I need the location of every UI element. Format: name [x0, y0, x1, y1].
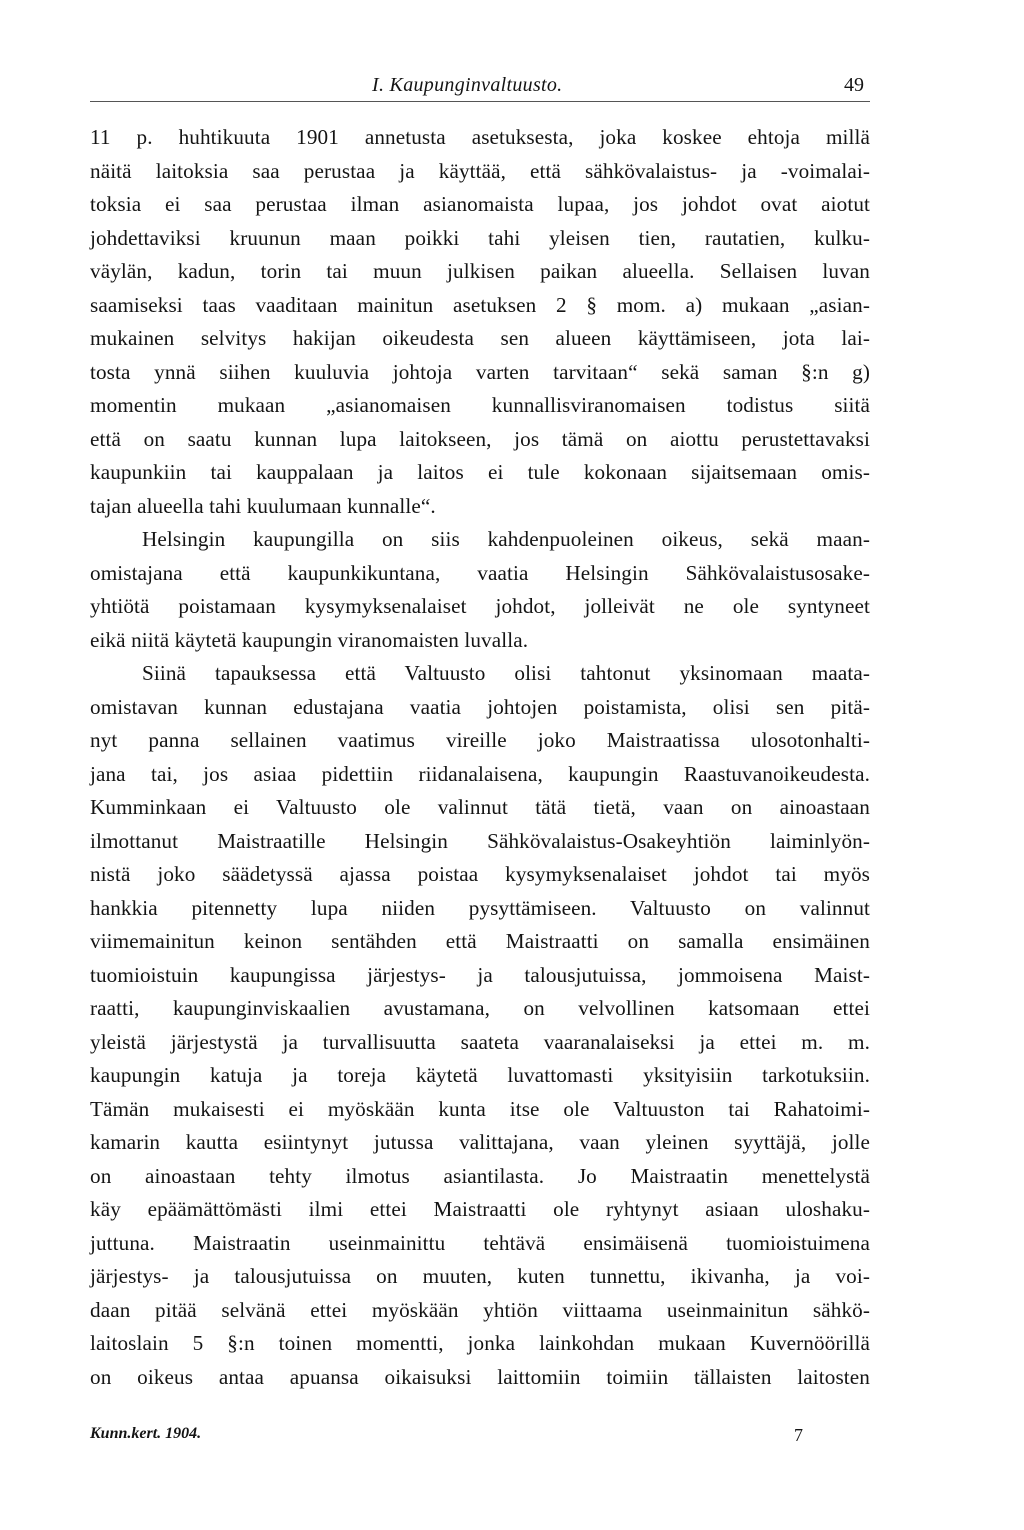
sheet-number: 7 — [794, 1425, 803, 1445]
page-footer — [90, 1425, 870, 1449]
signature-mark: Kunn.kert. 1904. — [90, 1425, 202, 1442]
text-line: tosta ynnä siihen kuuluvia johtoja varten tarvitaan“ sekä saman §:n g) — [90, 359, 870, 384]
text-line: väylän, kadun, torin tai muun julkisen paikan alueella. Sellaisen luvan — [90, 259, 870, 283]
text-line: Siinä tapauksessa että Valtuusto olisi tahtonut yksinomaan maata- — [142, 661, 870, 685]
paragraph-1 — [90, 121, 870, 523]
text-line: käy epäämättömästi ilmi ettei Maistraatti ole ryhtynyt asiaan uloshaku- — [90, 1197, 870, 1221]
text-line: järjestys- ja talousjutuissa on muuten, kuten tunnettu, ikivanha, ja voi- — [90, 1264, 870, 1288]
text-line: daan pitää selvänä ettei myöskään yhtiön viittaama useinmainitun sähkö- — [90, 1297, 870, 1322]
text-line: 11 p. huhtikuuta 1901 annetusta asetuksesta, joka koskee ehtoja millä — [90, 125, 870, 149]
text-line: Helsingin kaupungilla on siis kahdenpuoleinen oikeus, sekä maan- — [142, 527, 870, 551]
text-line: että on saatu kunnan lupa laitokseen, jos tämä on aiottu perustettavaksi — [90, 426, 870, 451]
text-line: Kumminkaan ei Valtuusto ole valinnut tätä tietä, vaan on ainoastaan — [90, 795, 870, 819]
text-line: omistajana että kaupunkikuntana, vaatia Helsingin Sähkövalaistusosake- — [90, 560, 870, 585]
header-rule — [90, 101, 870, 102]
page-number: 49 — [844, 74, 864, 96]
text-line: jana tai, jos asiaa pidettiin riidanalaisena, kaupungin Raastuvanoikeudesta. — [90, 761, 870, 786]
text-line: nyt panna sellainen vaatimus vireille joko Maistraatissa ulosotonhalti- — [90, 728, 870, 752]
text-line: tajan alueella tahi kuulumaan kunnalle“. — [90, 493, 436, 518]
text-line: näitä laitoksia saa perustaa ja käyttää, että sähkövalaistus- ja -voimalai- — [90, 158, 870, 183]
paragraph-2 — [90, 523, 870, 657]
text-line: kaupungin katuja ja toreja käytetä luvattomasti yksityisiin tarkotuksiin. — [90, 1063, 870, 1087]
text-line: kaupunkiin tai kauppalaan ja laitos ei tule kokonaan sijaitsemaan omis- — [90, 460, 870, 484]
text-line: viimemainitun keinon sentähden että Maistraatti on samalla ensimäinen — [90, 929, 870, 953]
text-line: laitoslain 5 §:n toinen momentti, jonka lainkohdan mukaan Kuvernöörillä — [90, 1331, 870, 1355]
text-line: on oikeus antaa apuansa oikaisuksi laittomiin toimiin tällaisten laitosten — [90, 1364, 870, 1389]
text-line: tuomioistuin kaupungissa järjestys- ja talousjutuissa, jommoisena Maist- — [90, 962, 870, 987]
body-text — [90, 121, 870, 1394]
text-line: toksia ei saa perustaa ilman asianomaista lupaa, jos johdot ovat aiotut — [90, 192, 870, 216]
text-line: yleistä järjestystä ja turvallisuutta saateta vaaranalaiseksi ja ettei m. m. — [90, 1029, 870, 1054]
text-line: hankkia pitennetty lupa niiden pysyttämiseen. Valtuusto on valinnut — [90, 895, 870, 920]
text-line: juttuna. Maistraatin useinmainittu tehtävä ensimäisenä tuomioistuimena — [90, 1230, 870, 1255]
text-line: yhtiötä poistamaan kysymyksenalaiset johdot, jolleivät ne ole syntyneet — [90, 594, 870, 618]
text-line: ilmottanut Maistraatille Helsingin Sähkövalaistus-Osakeyhtiön laiminlyön- — [90, 828, 870, 853]
running-title: I. Kaupunginvaltuusto. — [372, 74, 563, 96]
text-line: kamarin kautta esiintynyt jutussa valittajana, vaan yleinen syyttäjä, jolle — [90, 1130, 870, 1154]
text-line: Tämän mukaisesti ei myöskään kunta itse ole Valtuuston tai Rahatoimi- — [90, 1096, 870, 1121]
text-line: raatti, kaupunginviskaalien avustamana, on velvollinen katsomaan ettei — [90, 996, 870, 1020]
paragraph-3 — [90, 657, 870, 1394]
text-line: momentin mukaan „asianomaisen kunnallisviranomaisen todistus siitä — [90, 393, 870, 417]
text-line: saamiseksi taas vaaditaan mainitun asetuksen 2 § mom. a) mukaan „asian- — [90, 292, 870, 317]
text-line: mukainen selvitys hakijan oikeudesta sen alueen käyttämiseen, jota lai- — [90, 326, 870, 350]
text-line: omistavan kunnan edustajana vaatia johtojen poistamista, olisi sen pitä- — [90, 694, 870, 719]
text-line: eikä niitä käytetä kaupungin viranomaisten luvalla. — [90, 627, 529, 652]
text-line: on ainoastaan tehty ilmotus asiantilasta. Jo Maistraatin menettelystä — [90, 1163, 870, 1188]
text-line: johdettaviksi kruunun maan poikki tahi yleisen tien, rautatien, kulku- — [90, 225, 870, 250]
text-line: nistä joko säädetyssä ajassa poistaa kysymyksenalaiset johdot tai myös — [90, 862, 870, 886]
running-header — [90, 70, 870, 102]
